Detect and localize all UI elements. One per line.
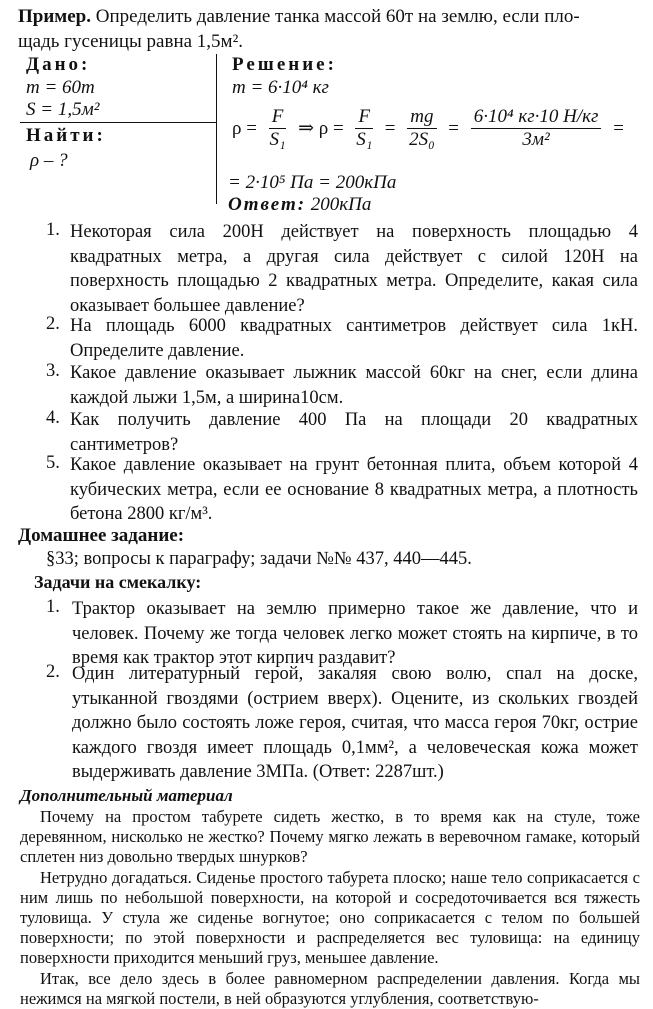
fraction-num-big: 6·10⁴ кг·10 Н/кг [471, 106, 602, 129]
fraction-num-f: F [269, 106, 287, 129]
fraction-den-s1-b: S₁ [356, 129, 373, 150]
fraction-f-s1 [269, 106, 287, 151]
given-box [20, 54, 216, 204]
puzzles-title: Задачи на смекалку: [34, 572, 202, 592]
implies-arrow: ⇒ ρ = [298, 118, 344, 139]
task-number-2: 2. [46, 314, 60, 334]
find-title: Найти: [26, 125, 106, 146]
equals-3: = [613, 117, 624, 139]
extra-paragraph-1: Почему на простом табурете сидеть жестко, в то время как на стуле, тоже деревянном, нисколько не жестко? Почему мягко лежать в веревочном гамаке, который сплетен низ довольно твердых шнурков? [20, 807, 640, 866]
given-title: Дано: [26, 54, 91, 75]
homework-title: Домашнее задание: [18, 525, 185, 546]
fraction-num-mg: mg [407, 106, 436, 129]
fraction-f-s1-b [355, 106, 373, 151]
find-value: ρ – ? [30, 150, 68, 171]
task-number-5: 5. [46, 453, 60, 473]
task-number-3: 3. [46, 361, 60, 381]
fraction-big [471, 106, 602, 151]
homework-text: §33; вопросы к параграфу; задачи №№ 437, 440—445. [46, 549, 472, 569]
task-text-2: На площадь 6000 квадратных сантиметров действует сила 1кН. Определите давление. [70, 316, 638, 361]
answer-value: 200кПа [310, 194, 372, 215]
example-text-1: Определить давление танка массой 60т на землю, если пло- [95, 6, 580, 27]
given-area: S = 1,5м² [26, 99, 100, 120]
fraction-den-big: 3м² [522, 129, 550, 150]
task-text-5: Какое давление оказывает на грунт бетонная плита, объем которой 4 кубических метра, если ее основание 8 квадратных метра, а плотность бетона 2800 кг/м³. [70, 455, 638, 524]
example-text-2: щадь гусеницы равна 1,5м². [18, 31, 244, 52]
given-divider [20, 122, 216, 123]
fraction-den-2s0: 2S₀ [409, 129, 435, 150]
fraction-mg-2s0 [407, 106, 436, 151]
puzzle-text-2: Один литературный герой, закаляя свою волю, спал на доске, утыканной гвоздями (острием вверх). Оцените, из скольких гвоздей должно было состоять ложе героя, считая, что масса героя 70кг, острие каждого гвоздя имеет площадь 0,1мм², а человеческая кожа может выдерживать давление 3МПа. (Ответ: 2287шт.) [72, 664, 638, 782]
solution-formula [228, 106, 628, 151]
fraction-num-f-b: F [355, 106, 373, 129]
rho-symbol: ρ = [232, 117, 257, 139]
solution-title: Решение: [232, 54, 337, 75]
solution-mass: m = 6·10⁴ кг [232, 77, 329, 98]
puzzle-text-1: Трактор оказывает на землю примерно такое же давление, что и человек. Почему же тогда человек легко может стоять на кирпиче, в то время как трактор этот кирпич раздавит? [72, 599, 638, 668]
solution-answer [228, 194, 371, 216]
fraction-den-s1: S₁ [269, 129, 286, 150]
puzzle-number-1: 1. [46, 597, 60, 617]
extra-paragraph-2: Нетрудно догадаться. Сиденье простого табурета плоско; наше тело соприкасается с ним лишь по небольшой поверхности, на которой и сосредоточивается вся тяжесть туловища. У стула же сиденье вогнутое; оно соприкасается с телом по большей поверхности; по этой поверхности и распределяется вес туловища: на единицу поверхности приходится меньший груз, меньшее давление. [20, 868, 640, 967]
given-mass: m = 60т [26, 77, 95, 98]
example-label: Пример. [18, 6, 91, 27]
equals-1: = [384, 117, 396, 139]
solution-result: = 2·10⁵ Па = 200кПа [228, 172, 397, 193]
task-number-4: 4. [46, 408, 60, 428]
task-text-1: Некоторая сила 200Н действует на поверхность площадью 4 квадратных метра, а другая сила действует с силой 120Н на поверхность площадью 2 квадратных метра. Определите, какая сила оказывает большее давление? [70, 222, 638, 316]
given-vertical-rule [216, 54, 217, 204]
task-number-1: 1. [46, 220, 60, 240]
task-text-3: Какое давление оказывает лыжник массой 60кг на снег, если длина каждой лыжи 1,5м, а ширина10см. [70, 363, 638, 408]
task-text-4: Как получить давление 400 Па на площади 20 квадратных сантиметров? [70, 410, 638, 455]
example-line-1 [18, 6, 580, 28]
extra-title: Дополнительный материал [20, 786, 233, 805]
extra-paragraph-3: Итак, все дело здесь в более равномерном распределении давления. Когда мы нежимся на мягкой постели, в ней образуются углубления, соответствую- [20, 969, 640, 1008]
puzzle-number-2: 2. [46, 662, 60, 682]
equals-2: = [448, 117, 459, 139]
answer-label: Ответ: [228, 194, 307, 215]
